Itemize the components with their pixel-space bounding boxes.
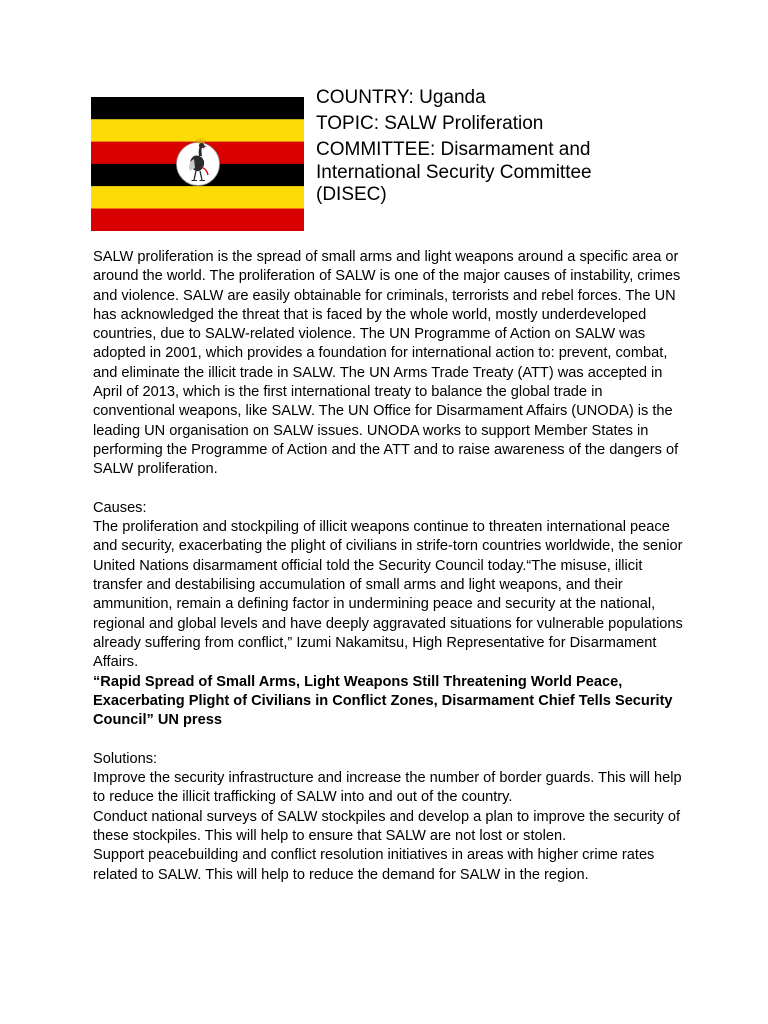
uganda-flag [91, 97, 304, 231]
topic-line: TOPIC: SALW Proliferation [316, 113, 544, 134]
flag-stripe [91, 209, 304, 232]
committee-line: (DISEC) [316, 184, 387, 205]
solution-item: Support peacebuilding and conflict resolution initiatives in areas with higher crime rates related to SALW. This will help to reduce the demand for SALW in the region. [93, 847, 655, 883]
flag-stripe [91, 119, 304, 141]
flag-stripe [91, 186, 304, 208]
committee-line: International Security Committee [316, 161, 592, 183]
causes-source: “Rapid Spread of Small Arms, Light Weapons Still Threatening World Peace, Exacerbating Plight of Civilians in Conflict Zones, Disarmament Chief Tells Security Council” UN press [93, 673, 673, 729]
flag-stripe [91, 97, 304, 119]
intro-paragraph: SALW proliferation is the spread of small arms and light weapons around a specific area or around the world. The proliferation of SALW is one of the major causes of instability, crimes and violence. SALW are easily obtainable for criminals, terrorists and rebel forces. The UN has acknowledged the threat that is faced by the whole world, mostly underdeveloped countries, due to SALW-related violence. The UN Programme of Action on SALW was adopted in 2001, which provides a foundation for international action to: prevent, combat, and eliminate the illicit trade in SALW. The UN Arms Trade Treaty (ATT) was accepted in April of 2013, which is the first international treaty to balance the global trade in conventional weapons, like SALW. The UN Office for Disarmament Affairs (UNODA) is the leading UN organisation on SALW issues. UNODA works to support Member States in performing the Programme of Action and the ATT and to raise awareness of the dangers of SALW proliferation. [93, 249, 681, 478]
header-block [316, 87, 646, 207]
country-line: COUNTRY: Uganda [316, 87, 486, 108]
document-body [93, 248, 683, 885]
paragraph-gap [93, 480, 683, 499]
committee-line: COMMITTEE: Disarmament and [316, 139, 591, 160]
paragraph-gap [93, 730, 683, 749]
solution-item: Conduct national surveys of SALW stockpiles and develop a plan to improve the security of these stockpiles. This will help to ensure that SALW are not lost or stolen. [93, 808, 681, 844]
solution-item: Improve the security infrastructure and increase the number of border guards. This will help to reduce the illicit trafficking of SALW into and out of the country. [93, 770, 682, 806]
causes-heading: Causes: [93, 499, 147, 516]
causes-paragraph: The proliferation and stockpiling of illicit weapons continue to threaten international peace and security, exacerbating the plight of civilians in strife-torn countries worldwide, the senior United Nations disarmament official told the Security Council today.“The misuse, illicit transfer and destabilising accumulation of small arms and light weapons, and their ammunition, remain a defining factor in undermining peace and security at the national, regional and global levels and have deeply aggravated situations for vulnerable populations already suffering from conflict,” Izumi Nakamitsu, High Representative for Disarmament Affairs. [93, 519, 683, 671]
solutions-heading: Solutions: [93, 750, 158, 767]
